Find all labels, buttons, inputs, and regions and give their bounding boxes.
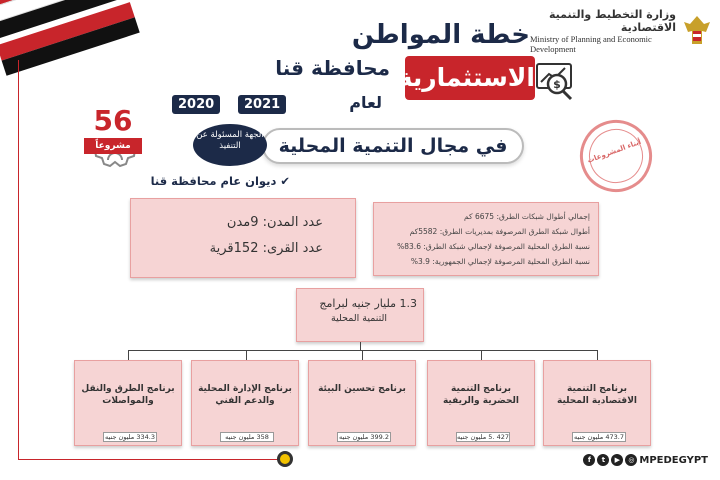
title-highlight: الاستثمارية [405, 56, 535, 100]
roads-line: نسبة الطرق المحلية المرصوفة لإجمالي الجمهورية: 3.9% [410, 257, 590, 266]
connector-drop [481, 350, 482, 360]
program-amount: 473.7 مليون جنيه [572, 432, 626, 442]
investment-magnifier-icon [535, 60, 577, 102]
connector-trunk [360, 342, 361, 350]
program-name: برنامج الطرق والنقل والمواصلات [81, 384, 175, 406]
responsible-heading: الجهة المسئولة عن التنفيذ [193, 124, 267, 166]
title-line2: محافظة قنا [275, 56, 390, 80]
program-name: برنامج التنمية الحضرية والريفية [442, 384, 520, 406]
program-name: برنامج الإدارة المحلية والدعم الفني [198, 384, 292, 406]
program-name: برنامج تحسين البيئة [318, 384, 406, 394]
roads-line: إجمالي أطوال شبكات الطرق: 6675 كم [464, 212, 590, 221]
for-year-label: لعام [349, 93, 382, 112]
total-label: التنمية المحلية [330, 313, 387, 324]
total-budget-box [296, 288, 424, 342]
year-badge-2021: 2021 [238, 95, 286, 114]
program-box [427, 360, 535, 446]
facebook-icon[interactable]: f [583, 454, 595, 466]
roads-line: نسبة الطرق المحلية المرصوفة لإجمالي شبكة الطرق: 83.6% [397, 242, 590, 251]
timeline-dot [277, 451, 293, 467]
program-name: برنامج التنمية الاقتصادية المحلية [557, 384, 637, 406]
egypt-flag-ribbon [0, 0, 143, 84]
instagram-icon[interactable]: ◎ [625, 454, 637, 466]
cities-villages-box [130, 198, 356, 278]
total-amount: 1.3 مليار جنيه لبرامج [319, 297, 417, 310]
twitter-icon[interactable]: t [597, 454, 609, 466]
connector-drop [128, 350, 129, 360]
program-amount: 358 مليون جنيه [220, 432, 274, 442]
program-box [308, 360, 416, 446]
program-amount: 399.2 مليون جنيه [337, 432, 391, 442]
title-line1: خطة المواطن [351, 20, 530, 50]
youtube-icon[interactable]: ▶ [611, 454, 623, 466]
ministry-logo [522, 8, 712, 54]
ministry-name-ar: وزارة التخطيط والتنمية الاقتصادية [549, 8, 676, 34]
roads-box [373, 202, 599, 276]
connector-drop [246, 350, 247, 360]
connector-drop [362, 350, 363, 360]
program-box [191, 360, 299, 446]
program-box [74, 360, 182, 446]
year-badge-2020: 2020 [172, 95, 220, 114]
social-footer [583, 454, 708, 466]
stamp-seal [570, 110, 662, 202]
responsible-body: ✔ ديوان عام محافظة قنا [150, 174, 290, 188]
field-banner: في مجال التنمية المحلية [262, 128, 524, 164]
projects-label: مشروعاً [84, 138, 142, 154]
stamp-text: أبناء المشروعات [586, 137, 643, 165]
program-amount: 427 .5 مليون جنيه [457, 433, 509, 441]
connector-bar [128, 350, 598, 351]
ministry-name-en: Ministry of Planning and Economic Development [530, 34, 652, 54]
social-handle[interactable]: MPEDEGYPT [639, 454, 708, 466]
villages-count: عدد القرى: 152قرية [209, 241, 323, 256]
roads-line: أطوال شبكة الطرق المرصوفة بمديريات الطرق: 5582كم [409, 227, 590, 236]
eagle-emblem-icon [682, 14, 712, 48]
projects-count: 56 [93, 104, 133, 137]
svg-text:$: $ [553, 78, 561, 91]
connector-drop [597, 350, 598, 360]
program-box [543, 360, 651, 446]
frame-line-horizontal [18, 459, 286, 460]
program-amount: 334.3 مليون جنيه [103, 432, 157, 442]
cities-count: عدد المدن: 9مدن [226, 215, 323, 230]
frame-line-vertical [18, 60, 19, 460]
